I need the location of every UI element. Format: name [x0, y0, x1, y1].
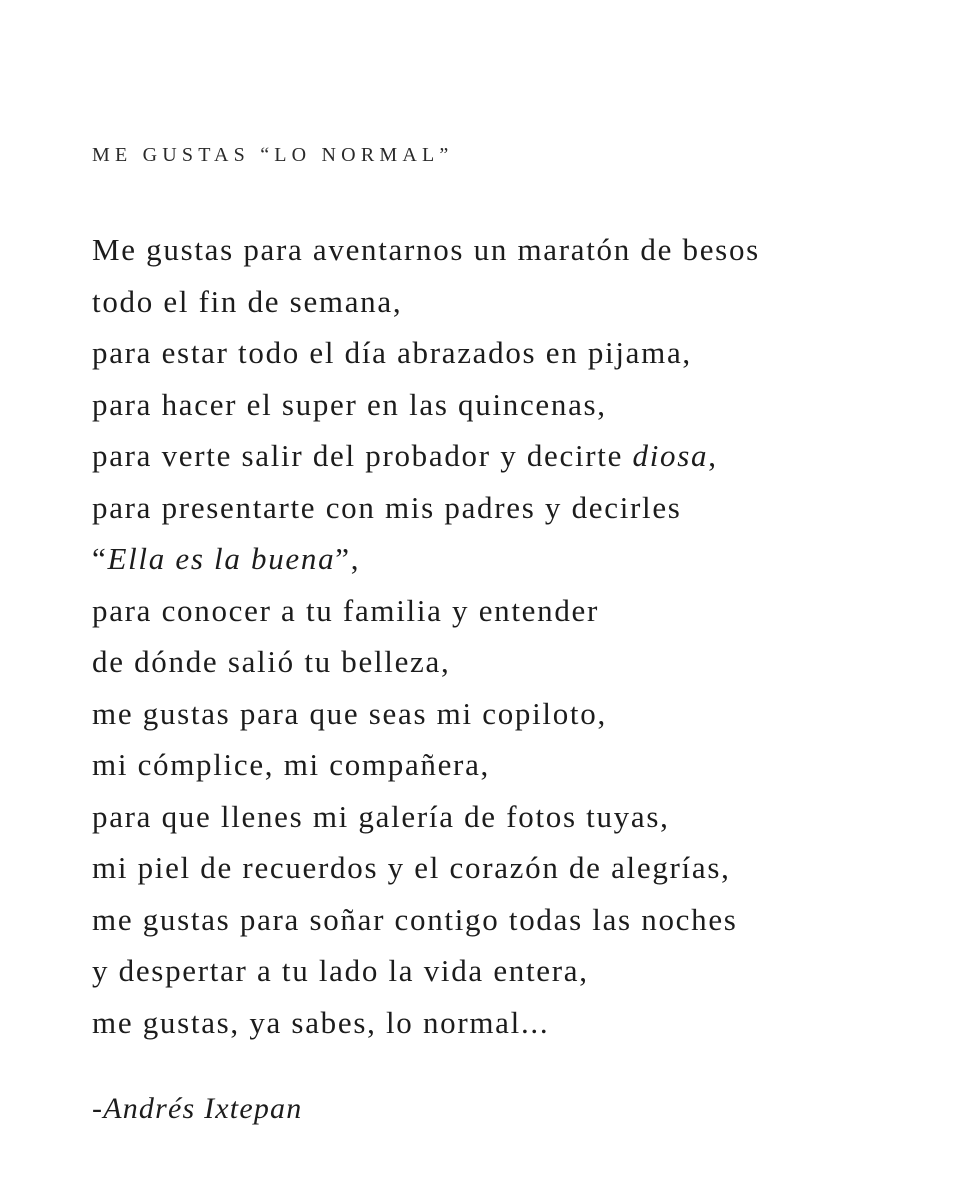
poem-line: me gustas para soñar contigo todas las noches [92, 901, 738, 937]
italic-word: diosa [632, 438, 709, 473]
italic-quote: Ella es la buena [107, 541, 336, 576]
poem-line [92, 430, 760, 482]
poem-line: para conocer a tu familia y entender [92, 592, 600, 628]
poem-line: me gustas para que seas mi copiloto, [92, 695, 607, 731]
poem-line: y despertar a tu lado la vida entera, [92, 953, 589, 988]
poem-line: mi cómplice, mi compañera, [92, 747, 490, 782]
line-punctuation: , [708, 438, 718, 473]
poem-line: mi piel de recuerdos y el corazón de alegrías, [92, 850, 731, 885]
poem-title: ME GUSTAS “LO NORMAL” [92, 144, 454, 166]
opening-quote: “ [92, 541, 108, 576]
poem-page [92, 0, 932, 1200]
poem-line: de dónde salió tu belleza, [92, 644, 451, 679]
poem-body [92, 224, 760, 1048]
poem-line: para que llenes mi galería de fotos tuyas, [92, 798, 670, 834]
poem-line: para estar todo el día abrazados en pijama, [92, 335, 692, 370]
poem-line: todo el fin de semana, [92, 283, 403, 319]
author-signature: -Andrés Ixtepan [92, 1092, 303, 1125]
poem-line: para presentarte con mis padres y decirles [92, 489, 682, 525]
poem-line: Me gustas para aventarnos un maratón de besos [92, 232, 760, 267]
poem-line: me gustas, ya sabes, lo normal... [92, 1004, 550, 1040]
poem-line [92, 533, 760, 585]
poem-line: para hacer el super en las quincenas, [92, 386, 607, 422]
line-text: para verte salir del probador y decirte [92, 438, 633, 473]
closing-quote: ”, [335, 541, 361, 576]
